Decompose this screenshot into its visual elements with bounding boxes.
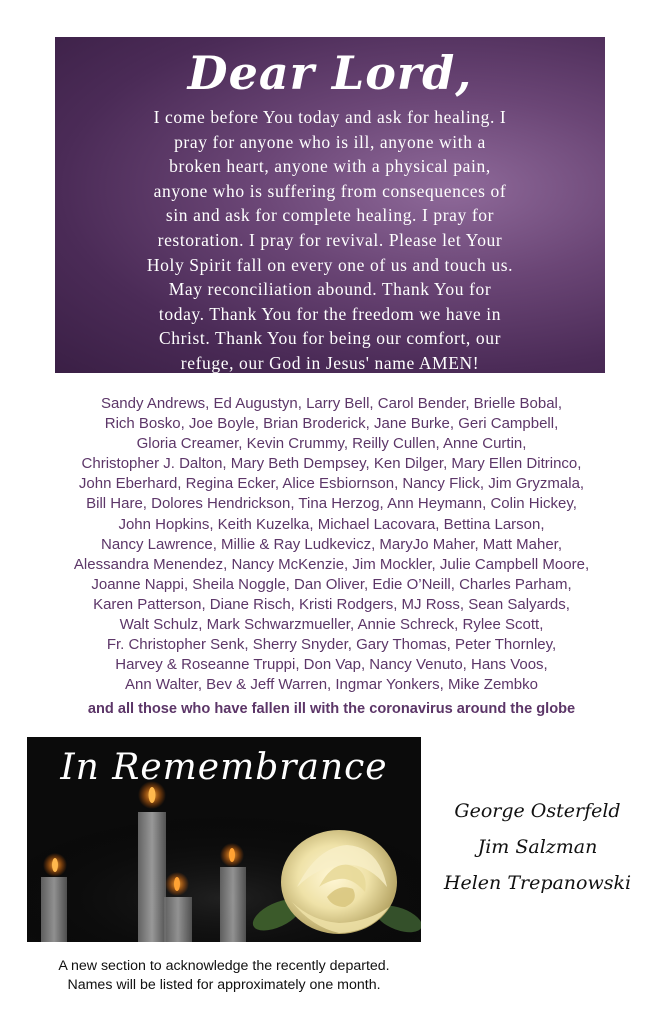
candle-icon (164, 872, 192, 942)
prayer-list-line: Bill Hare, Dolores Hendrickson, Tina Herzog, Ann Heymann, Colin Hickey, (86, 495, 577, 513)
candle-icon (41, 853, 67, 942)
prayer-list-line: John Hopkins, Keith Kuzelka, Michael Lacovara, Bettina Larson, (118, 515, 545, 533)
prayer-line: broken heart, anyone with a physical pain, (169, 156, 491, 177)
prayer-line: pray for anyone who is ill, anyone with a (174, 131, 486, 152)
caption-line: A new section to acknowledge the recently departed. (58, 958, 390, 974)
prayer-list-line: Fr. Christopher Senk, Sherry Snyder, Gary Thomas, Peter Thornley, (106, 636, 557, 654)
prayer-list-line: Alessandra Menendez, Nancy McKenzie, Jim Mockler, Julie Campbell Moore, (73, 555, 590, 573)
prayer-list-line: Gloria Creamer, Kevin Crummy, Reilly Cullen, Anne Curtin, (136, 435, 527, 453)
remembrance-caption (27, 957, 421, 995)
prayer-title: Dear Lord, (187, 46, 473, 100)
prayer-line: May reconciliation abound. Thank You for (168, 279, 492, 300)
prayer-list-line: Harvey & Roseanne Truppi, Don Vap, Nancy Venuto, Hans Voos, (115, 656, 548, 674)
prayer-list-line: Joanne Nappi, Sheila Noggle, Dan Oliver, Edie O’Neill, Charles Parham, (91, 575, 572, 593)
prayer-list-line: Karen Patterson, Diane Risch, Kristi Rodgers, MJ Ross, Sean Salyards, (93, 595, 570, 613)
prayer-line: I come before You today and ask for healing. I (153, 107, 507, 127)
remembrance-image (27, 737, 421, 942)
departed-name: George Osterfeld (454, 800, 621, 822)
candle-icon (220, 843, 246, 942)
prayer-list (0, 394, 663, 719)
prayer-list-line: Walt Schulz, Mark Schwarzmueller, Annie Schreck, Rylee Scott, (119, 616, 544, 634)
caption-line: Names will be listed for approximately one month. (67, 977, 381, 993)
prayer-list-line: Sandy Andrews, Ed Augustyn, Larry Bell, Carol Bender, Brielle Bobal, (100, 395, 563, 412)
prayer-list-line: Nancy Lawrence, Millie & Ray Ludkevicz, MaryJo Maher, Matt Maher, (100, 535, 562, 553)
prayer-list-line: Rich Bosko, Joe Boyle, Brian Broderick, Jane Burke, Geri Campbell, (104, 415, 559, 433)
prayer-line: refuge, our God in Jesus' name AMEN! (180, 352, 480, 373)
prayer-list-line: Ann Walter, Bev & Jeff Warren, Ingmar Yonkers, Mike Zembko (125, 676, 538, 694)
departed-name: Jim Salzman (477, 836, 598, 858)
prayer-line: Holy Spirit fall on every one of us and touch us. (146, 254, 514, 275)
prayer-line: sin and ask for complete healing. I pray for (165, 205, 495, 226)
prayer-line: restoration. I pray for revival. Please let Your (157, 229, 503, 250)
prayer-list-line: John Eberhard, Regina Ecker, Alice Esbiornson, Nancy Flick, Jim Gryzmala, (78, 475, 585, 493)
departed-name: Helen Trepanowski (443, 872, 632, 894)
prayer-line: anyone who is suffering from consequences of (153, 180, 507, 201)
prayer-list-footer: and all those who have fallen ill with the coronavirus around the globe (87, 701, 576, 718)
prayer-line: Christ. Thank You for being our comfort, our (158, 328, 502, 349)
prayer-box (55, 37, 605, 373)
remembrance-title: In Remembrance (60, 747, 388, 788)
prayer-line: today. Thank You for the freedom we have in (158, 303, 502, 324)
prayer-list-line: Christopher J. Dalton, Mary Beth Dempsey, Ken Dilger, Mary Ellen Ditrinco, (81, 455, 582, 473)
departed-list (435, 793, 640, 901)
